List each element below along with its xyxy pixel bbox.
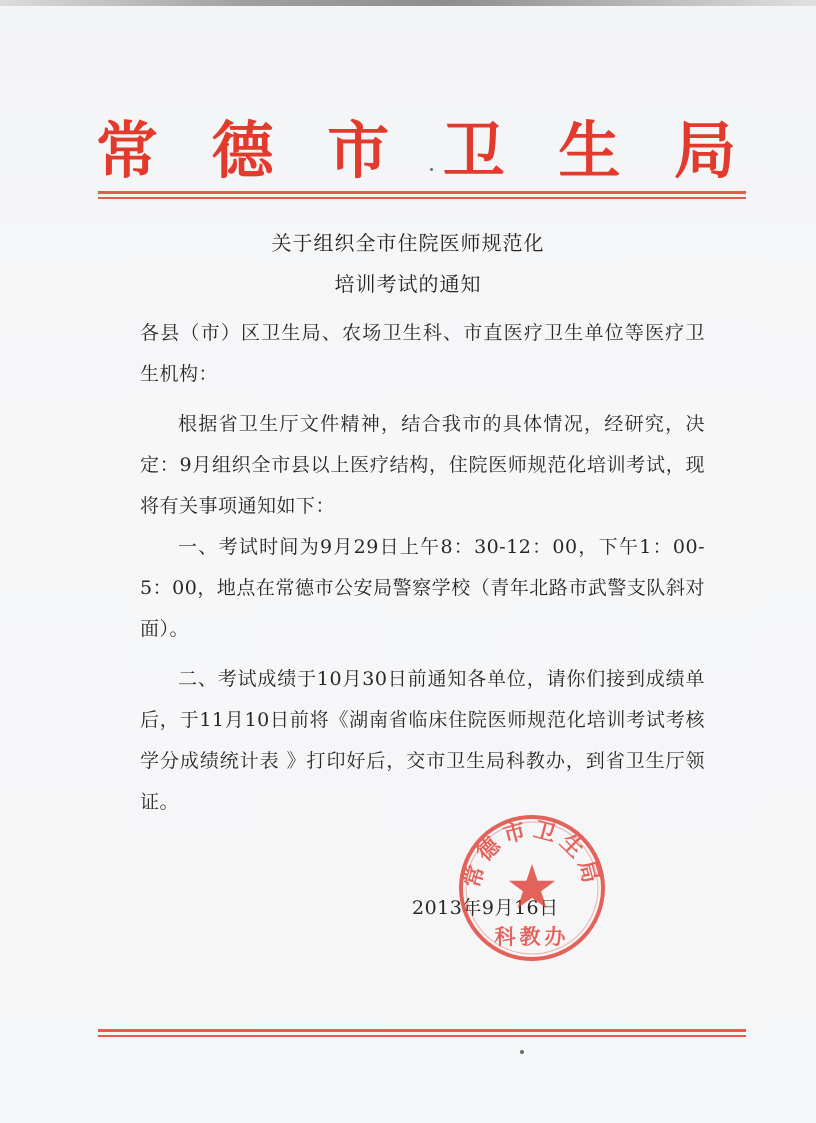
- masthead-char: 常: [96, 114, 159, 187]
- paragraph-intro: 根据省卫生厅文件精神，结合我市的具体情况，经研究，决定：9月组织全市县以上医疗结构，住院医师规范化培训考试，现将有关事项通知如下：: [140, 413, 705, 517]
- paragraph-exam-time: 一、考试时间为9月29日上午8：30-12：00，下午1：00-5：00，地点在常德市公安局警察学校（青年北路市武警支队斜对面）。: [140, 536, 705, 640]
- footer-rule-thick: [98, 1029, 746, 1032]
- issue-date: 2013年9月16日: [412, 897, 559, 919]
- masthead-char: 生: [558, 114, 621, 187]
- scan-speck: [430, 168, 433, 171]
- masthead: [96, 112, 736, 190]
- header-rule-thin: [98, 197, 746, 199]
- paragraph-exam-results: 二、考试成绩于10月30日前通知各单位，请你们接到成绩单后，于11月10日前将《湖南省临床住院医师规范化培训考试考核学分成绩统计表 》打印好后，交市卫生局科教办，到省卫生厅领证。: [140, 668, 705, 813]
- doc-title-line2: 培训考试的通知: [334, 272, 482, 296]
- seal-ring-text: 常德市卫生局: [458, 816, 606, 891]
- masthead-char: 德: [211, 114, 274, 187]
- star-icon: [509, 864, 555, 908]
- notice-body: [140, 313, 705, 823]
- scan-speck: [520, 1050, 524, 1054]
- scan-edge-shadow: [0, 0, 816, 6]
- seal-bottom-text: 科教办: [494, 924, 570, 949]
- footer-rule-thin: [98, 1035, 746, 1037]
- header-rule-thick: [98, 191, 746, 194]
- addressee: 各县（市）区卫生局、农场卫生科、市直医疗卫生单位等医疗卫生机构：: [140, 322, 705, 385]
- official-seal: [456, 812, 608, 964]
- masthead-char: 市: [327, 114, 390, 187]
- doc-title-line1: 关于组织全市住院医师规范化: [271, 231, 545, 255]
- masthead-char: 局: [673, 114, 736, 187]
- masthead-char: 卫: [442, 114, 505, 187]
